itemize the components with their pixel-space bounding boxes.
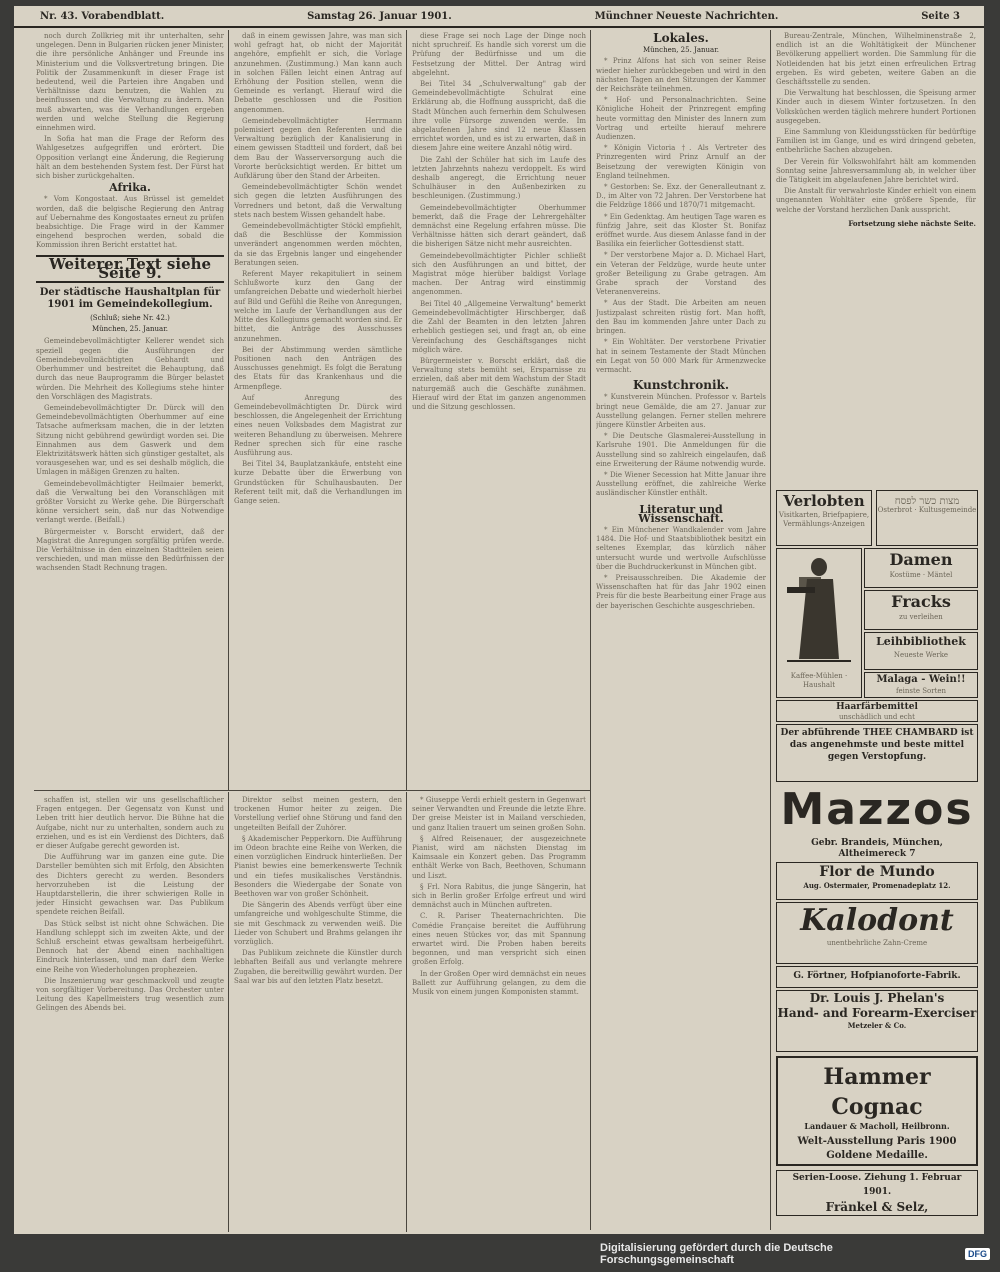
ad-foertner: [776, 966, 978, 988]
ad-malaga-title: Malaga - Wein!!: [876, 674, 966, 685]
ad-fraenkel: Fränkel & Selz,: [825, 1200, 929, 1214]
column-rule: [590, 30, 591, 1230]
dfg-logo: DFG: [965, 1248, 990, 1260]
section-kunstchronik: Kunstchronik.: [632, 378, 730, 393]
ad-cognac-maker: Landauer & Macholl, Heilbronn.: [804, 1121, 950, 1131]
ad-flor-de-mundo: [776, 862, 978, 900]
ad-fracks-title: Fracks: [891, 592, 951, 611]
column-3: diese Frage sei noch Lage der Dinge noch nicht spruchreif. Es handle sich vorerst um die Prüfung der Bedürfnisse und um die Festsetzung der Mittel. Der Antrag wird abgelehnt. Bei Titel 34 „Schulverwaltung" gab der Gemeindebevollmächtigte Schulrat eine Erklärung ab, die Hoffnung ausspricht, daß die Stadt München auch fernerhin dem Schulwesen ihre volle Fürsorge zuwenden werde. Im abgelaufenen Jahre sind 12 neue Klassen errichtet worden, und es ist zu erwarten, daß in diesem Jahre eine weitere Anzahl nötig wird. Die Zahl der Schüler hat sich im Laufe des letzten Jahrzehnts nahezu verdoppelt. Es wird deshalb angeregt, die Errichtung neuer Schulhäuser in den Außenbezirken zu beschleunigen. (Zustimmung.) Gemeindebevollmächtigter Oberhummer bemerkt, daß die Frage der Lehrergehälter demnächst eine Regelung erfahren müsse. Die Verhältnisse hätten sich derart geändert, daß die bisherigen Sätze nicht mehr ausreichten. Gemeindebevollmächtigter Pichler schließt sich den Ausführungen an und bittet, der Magistrat möge hierüber baldigst Vorlage machen. Der Antrag wird einstimmig angenommen. Bei Titel 40 „Allgemeine Verwaltung" bemerkt Gemeindebevollmächtigter Hirschberger, daß die Zahl der Beamten in den letzten Jahren erheblich gestiegen sei, und fragt an, ob eine Vereinfachung des Geschäftsganges nicht möglich wäre. Bürgermeister v. Borscht erklärt, daß die Verwaltung stets bemüht sei, Ersparnisse zu erzielen, daß aber mit dem Wachstum der Stadt naturgemäß auch die Geschäfte zunähmen. Hierauf wird der Etat im ganzen angenommen und die Sitzung geschlossen.: [412, 32, 586, 411]
newspaper-page: [14, 6, 984, 1234]
ad-thee-chambard: Der abführende THEE CHAMBARD ist das angenehmste und beste mittel gegen Verstopfung.: [776, 724, 978, 782]
feuilleton-rule: [34, 790, 590, 791]
woman-with-tray-illustration: [777, 549, 861, 669]
ad-cognac-medal: Goldene Medaille.: [826, 1150, 928, 1161]
ad-damen: Damen Kostüme · Mäntel: [864, 548, 978, 588]
ad-damen-title: Damen: [889, 550, 953, 569]
ad-mazzos: [776, 786, 978, 836]
footer-text: Digitalisierung gefördert durch die Deutsche Forschungsgemeinschaft: [600, 1242, 833, 1266]
column-4: Lokales. München, 25. Januar. * Prinz Alfons hat sich von seiner Reise wieder hieher zurückbegeben und wird in den nächsten Tagen an den Sitzungen der Kammer der Reichsräte teilnehmen. * Hof- und Personalnachrichten. Seine Königliche Hoheit der Prinzregent empfing heute vormittag den Minister des Innern zum Vortrag und erteilte hierauf mehrere Audienzen. * Königin Victoria †. Als Vertreter des Prinzregenten wird Prinz Arnulf an der Beisetzung der verewigten Königin von England teilnehmen. * Gestorben: Se. Exz. der Generalleutnant z. D., im Alter von 72 Jahren. Der Verstorbene hat die Feldzüge 1866 und 1870/71 mitgemacht. * Ein Gedenktag. Am heutigen Tage waren es fünfzig Jahre, seit das Kloster St. Bonifaz eröffnet wurde. Aus diesem Anlasse fand in der Basilika ein feierlicher Gottesdienst statt. * Der verstorbene Major a. D. Michael Hart, ein Veteran der Feldzüge, wurde heute unter großer Beteiligung zu Grabe getragen. Am Grabe sprach der Vorstand des Veteranenvereins. * Aus der Stadt. Die Arbeiten am neuen Justizpalast schreiten rüstig fort. Man hofft, den Bau im kommenden Jahre unter Dach zu bringen. * Ein Wohltäter. Der verstorbene Privatier hat in seinem Testamente der Stadt München ein Legat von 50 000 Mark für Armenzwecke vermacht. Kunstchronik. * Kunstverein München. Professor v. Bartels bringt neue Gemälde, die am 27. Januar zur Ausstellung gelangen. Ferner stellen mehrere jüngere Künstler Arbeiten aus. * Die Deutsche Glasmalerei-Ausstellung in Karlsruhe 1901. Die Anmeldungen für die Ausstellung sind so zahlreich eingelaufen, daß eine Erweiterung der Räume notwendig wurde. * Die Wiener Secession hat Mitte Januar ihre Ausstellung eröffnet, die zahlreiche Werke ausländischer Künstler enthält. Literatur und Wissenschaft. * Ein Münchener Wandkalender vom Jahre 1484. Die Hof- und Staatsbibliothek besitzt ein seltenes Exemplar, das kürzlich näher untersucht wurde und wertvolle Aufschlüsse über die Buchdruckerkunst in München gibt. * Preisausschreiben. Die Akademie der Wissenschaften hat für das Jahr 1902 einen Preis für die beste Bearbeitung einer Frage aus der bayerischen Geschichte ausgeschrieben.: [596, 32, 766, 610]
ad-leihbibliothek: Leihbibliothek Neueste Werke: [864, 632, 978, 670]
issue-number: Nr. 43. Vorabendblatt.: [40, 10, 165, 22]
article-subtitle: (Schluß; siehe Nr. 42.): [90, 314, 170, 323]
ad-phelan-subtitle: Hand- and Forearm-Exerciser: [777, 1006, 977, 1020]
ad-serien-title: Serien-Loose. Ziehung 1. Februar 1901.: [792, 1173, 962, 1197]
ad-brandeis: [776, 838, 978, 860]
section-heading: Afrika.: [109, 181, 151, 195]
ad-phelan-title: Dr. Louis J. Phelan's: [809, 991, 945, 1005]
ad-serien-loose: [776, 1170, 978, 1216]
column-rule: [770, 30, 771, 1230]
ad-hebrew-notice: מצות כשר לפסח Osterbrot · Kultusgemeinde: [876, 490, 978, 546]
ad-woman-illustration: Kaffee-Mühlen · Haushalt: [776, 548, 862, 698]
ad-flor-title: Flor de Mundo: [819, 864, 935, 880]
newspaper-name: Münchner Neueste Nachrichten.: [594, 10, 779, 22]
column-2: daß in einem gewissen Jahre, was man sich wohl gefragt hat, ob nicht der Majorität angehöre, empfiehlt er sich, die Vorlage anzunehmen. (Zustimmung.) Man kann auch in solchen Fällen leicht einen Antrag auf Erhöhung der Position stellen, wenn die Gemeinde es verlangt. Hierauf wird die Debatte geschlossen und die Position angenommen. Gemeindebevollmächtigter Herrmann polemisiert gegen den Referenten und die Verwaltung bezüglich der Kanalisierung in einem gewissen Stadtteil und fordert, daß bei dem Bau der Wasserversorgung auch die Vororte berücksichtigt werden. Er bittet um Aufklärung über den Stand der Arbeiten. Gemeindebevollmächtigter Schön wendet sich gegen die letzten Ausführungen des Vorredners und betont, daß die Verwaltung stets nach bestem Wissen gehandelt habe. Gemeindebevollmächtigter Stöckl empfiehlt, daß die Beschlüsse der Kommission unverändert angenommen werden möchten, da sie das Ergebnis langer und eingehender Beratungen seien. Referent Mayer rekapituliert in seinem Schlußworte kurz den Gang der umfangreichen Debatte und wiederholt hierbei auf Bild und Gefühl die Reihe von Anregungen, welche im Laufe der Verhandlungen aus der Mitte des Kollegiums gemacht worden sind. Er bittet, die Anträge des Ausschusses anzunehmen. Bei der Abstimmung werden sämtliche Positionen nach den Anträgen des Ausschusses genehmigt. Es folgt die Beratung des Etats für das Krankenhaus und die Armenpflege. Auf Anregung des Gemeindebevollmächtigten Dr. Dürck wird beschlossen, die Angelegenheit der Errichtung eines neuen Volksbades dem Magistrat zur weiteren Behandlung zu überweisen. Mehrere Redner sprechen sich für eine rasche Ausführung aus. Bei Titel 34, Bauplatzankäufe, entsteht eine kurze Debatte über die Erwerbung von Grundstücken für Schulhausbauten. Der Referent teilt mit, daß die Verhandlungen im Gange seien.: [234, 32, 402, 505]
dateline: München, 25. Januar.: [91, 325, 169, 334]
ad-verlobten: Verlobten Visitkarten, Briefpapiere, Vermählungs-Anzeigen: [776, 490, 872, 546]
ad-malaga: Malaga - Wein!! feinste Sorten: [864, 672, 978, 698]
continued-next-page: Fortsetzung siehe nächste Seite.: [848, 218, 976, 228]
page-number: Seite 3: [921, 10, 960, 22]
ad-cognac-title: Hammer Cognac: [823, 1064, 931, 1120]
feuilleton-column-1: schaffen ist, stellen wir uns gesellschaftlicher Fragen entgegen. Der Gegensatz von Kunst und Leben tritt hier deutlich hervor. Die Bühne hat die Aufgabe, nicht nur zu unterhalten, sondern auch zu erziehen, und es ist ein Verdienst des Dichters, daß er dieser Aufgabe gerecht geworden ist. Die Aufführung war im ganzen eine gute. Die Darsteller bemühten sich mit Erfolg, den Absichten des Dichters gerecht zu werden. Besonders hervorzuheben ist die Leistung der Hauptdarstellerin, die ihrer schwierigen Rolle in jeder Hinsicht gewachsen war. Das Publikum spendete reichen Beifall. Das Stück selbst ist nicht ohne Schwächen. Die Handlung schleppt sich im zweiten Akte, und der Schluß erscheint etwas gewaltsam herbeigeführt. Dennoch hat der Abend einen nachhaltigen Eindruck hinterlassen, und man darf dem Werke eine Reihe von Wiederholungen prophezeien. Die Inszenierung war geschmackvoll und zeugte von sorgfältiger Vorbereitung. Das Orchester unter Leitung des Kapellmeisters trug wesentlich zum Gelingen des Abends bei.: [36, 796, 224, 1013]
ad-ostermaier: Aug. Ostermaier, Promenadeplatz 12.: [803, 881, 951, 890]
article-title: Der städtische Haushaltplan für 1901 im Gemeindekollegium.: [39, 287, 221, 311]
feuilleton-column-3: * Giuseppe Verdi erhielt gestern in Gegenwart seiner Verwandten und Freunde die letzte Ehre. Der greise Meister ist in Mailand verschieden, und ganz Italien trauert um seinen großen Sohn. § Alfred Reisenauer, der ausgezeichnete Pianist, wird am nächsten Dienstag im Kaimsaale ein Konzert geben. Das Programm enthält Werke von Bach, Beethoven, Schumann und Liszt. § Frl. Nora Rabitus, die junge Sängerin, hat sich in Berlin großer Erfolge erfreut und wird demnächst auch in München auftreten. C. R. Pariser Theaternachrichten. Die Comédie Française bereitet die Aufführung eines neuen Stückes vor, das mit Spannung erwartet wird. Die Proben haben bereits begonnen, und man verspricht sich einen großen Erfolg. In der Großen Oper wird demnächst ein neues Ballett zur Aufführung gelangen, zu dem die Musik von einem jungen Komponisten stammt.: [412, 796, 586, 997]
column-1: noch durch Zollkrieg mit ihr unterhalten, sehr ungelegen. Denn in Bulgarien rücken jener Minister, die ihre persönliche Anhänger und Freunde ins Ministerium und die Volksvertretung bringen. Die Politik der Zusammenkunft in dieser Frage ist bedeutend, weil die Parteien ihre Angaben und Verhältnisse dazu benutzen, die Wahlen zu beeinflussen und die Verwaltung zu ändern. Man muß abwarten, was die Verhandlungen ergeben werden und welche Stellung die Regierung einnehmen wird. In Sofia hat man die Frage der Reform des Wahlgesetzes aufgegriffen und erörtert. Die Opposition verlangt eine Änderung, die Regierung hält an dem bestehenden System fest. Der Fürst hat sich bisher zurückgehalten. Afrika. * Vom Kongostaat. Aus Brüssel ist gemeldet worden, daß die belgische Regierung den Antrag auf Uebernahme des Kongostaates erneut zu prüfen beabsichtige. Die Frage wird in der Kammer eingehend besprochen werden, sobald die Kommission ihren Bericht erstattet hat. Weiterer Text siehe Seite 9. Der städtische Haushaltplan für 1901 im Gemeindekollegium. (Schluß; siehe Nr. 42.) München, 25. Januar. Gemeindebevollmächtigter Kellerer wendet sich speziell gegen die Ausführungen der Gemeindebevollmächtigten Gebhardt und Oberhummer und bestreitet die Behauptung, daß durch das neue Bauprogramm die Bürger belastet würden. Die Mehrheit des Kollegiums stehe hinter den Vorschlägen des Magistrats. Gemeindebevollmächtigter Dr. Dürck will den Gemeindebevollmächtigten Oberhummer auf eine Tatsache aufmerksam machen, die in der letzten Sitzung nicht gebührend gewürdigt worden sei. Die Einnahmen aus dem Gaswerk und dem Elektrizitätswerk hätten sich günstiger gestaltet, als vorausgesehen war, und es sei deshalb möglich, die Umlagen in mäßigen Grenzen zu halten. Gemeindebevollmächtigter Heilmaier bemerkt, daß die Verwaltung bei den Voranschlägen mit größter Vorsicht zu Werke gehe. Die Bürgerschaft könne versichert sein, daß nur das Notwendige verlangt werde. (Beifall.) Bürgermeister v. Borscht erwidert, daß der Magistrat die Anregungen sorgfältig prüfen werde. Die Verhältnisse in den einzelnen Stadtteilen seien verschieden, und man müsse den Bedürfnissen der wachsenden Stadt Rechnung tragen.: [36, 32, 224, 573]
ad-brandeis-title: Gebr. Brandeis, München, Altheimereck 7: [811, 838, 943, 859]
continued-notice: Weiterer Text siehe Seite 9.: [36, 255, 224, 283]
page-header: [14, 6, 984, 28]
column-rule: [228, 30, 229, 790]
ad-cognac-expo: Welt-Ausstellung Paris 1900: [797, 1136, 957, 1147]
ad-metzeler: Metzeler & Co.: [847, 1021, 907, 1030]
ad-verlobten-title: Verlobten: [783, 492, 865, 510]
digitization-footer: [600, 1242, 990, 1266]
feuilleton-column-2: Direktor selbst meinen gestern, den trockenen Humor heiter zu zeigen. Die Vorstellung verlief ohne Störung und fand den ungeteilten Beifall der Zuhörer. § Akademischer Pepperkorn. Die Aufführung im Odeon brachte eine Reihe von Werken, die einen vorzüglichen Eindruck hinterließen. Der Pianist bewies eine bemerkenswerte Technik und ein tiefes musikalisches Verständnis. Besonders die Wiedergabe der Sonate von Beethoven war von großer Schönheit. Die Sängerin des Abends verfügt über eine umfangreiche und wohlgeschulte Stimme, die sie mit Geschmack zu verwenden weiß. Die Lieder von Schubert und Brahms gelangen ihr vorzüglich. Das Publikum zeichnete die Künstler durch lebhaften Beifall aus und verlangte mehrere Zugaben, die bereitwillig gewährt wurden. Der Saal war bis auf den letzten Platz besetzt.: [234, 796, 402, 985]
column-rule: [406, 792, 407, 1232]
column-rule: [228, 792, 229, 1232]
ad-haarfaerbe: Haarfärbemittel unschädlich und echt: [776, 700, 978, 722]
ad-hammer-cognac: [776, 1056, 978, 1166]
ad-leihbibliothek-title: Leihbibliothek: [876, 635, 966, 648]
ad-mazzos-title: Mazzos: [780, 786, 974, 835]
ad-haarfaerbe-title: Haarfärbemittel: [836, 702, 918, 712]
ad-kalodont: Kalodont unentbehrliche Zahn-Creme: [776, 902, 978, 964]
issue-date: Samstag 26. Januar 1901.: [307, 10, 452, 22]
ad-phelan: [776, 990, 978, 1052]
ad-foertner-title: G. Förtner, Hofpianoforte-Fabrik.: [793, 971, 961, 981]
column-5: Bureau-Zentrale, München, Wilhelminenstraße 2, endlich ist an die Wohltätigkeit der Münchener Bevölkerung appelliert worden. Die Sammlung für die Notleidenden hat bis jetzt einen erfreulichen Ertrag ergeben. Es wird gebeten, weitere Gaben an die Geschäftsstelle zu senden. Die Verwaltung hat beschlossen, die Speisung armer Kinder auch in diesem Winter fortzusetzen. In den Volksküchen werden täglich mehrere hundert Portionen ausgegeben. Eine Sammlung von Kleidungsstücken für bedürftige Familien ist im Gange, und es wird dringend gebeten, entbehrliche Sachen abzugeben. Der Verein für Volkswohlfahrt hält am kommenden Sonntag seine Jahresversammlung ab, in welcher über die Tätigkeit im abgelaufenen Jahre berichtet wird. Die Anstalt für verwahrloste Kinder erhielt von einem ungenannten Wohltäter eine größere Spende, für welche der Vorstand herzlichen Dank ausspricht. Fortsetzung siehe nächste Seite.: [776, 32, 976, 228]
section-lokales: Lokales.: [653, 32, 709, 45]
section-literatur: Literatur und Wissenschaft.: [638, 502, 724, 525]
ad-kalodont-title: Kalodont: [800, 903, 954, 938]
ad-fracks: Fracks zu verleihen: [864, 590, 978, 630]
lokales-dateline: München, 25. Januar.: [642, 46, 720, 55]
column-rule: [406, 30, 407, 790]
